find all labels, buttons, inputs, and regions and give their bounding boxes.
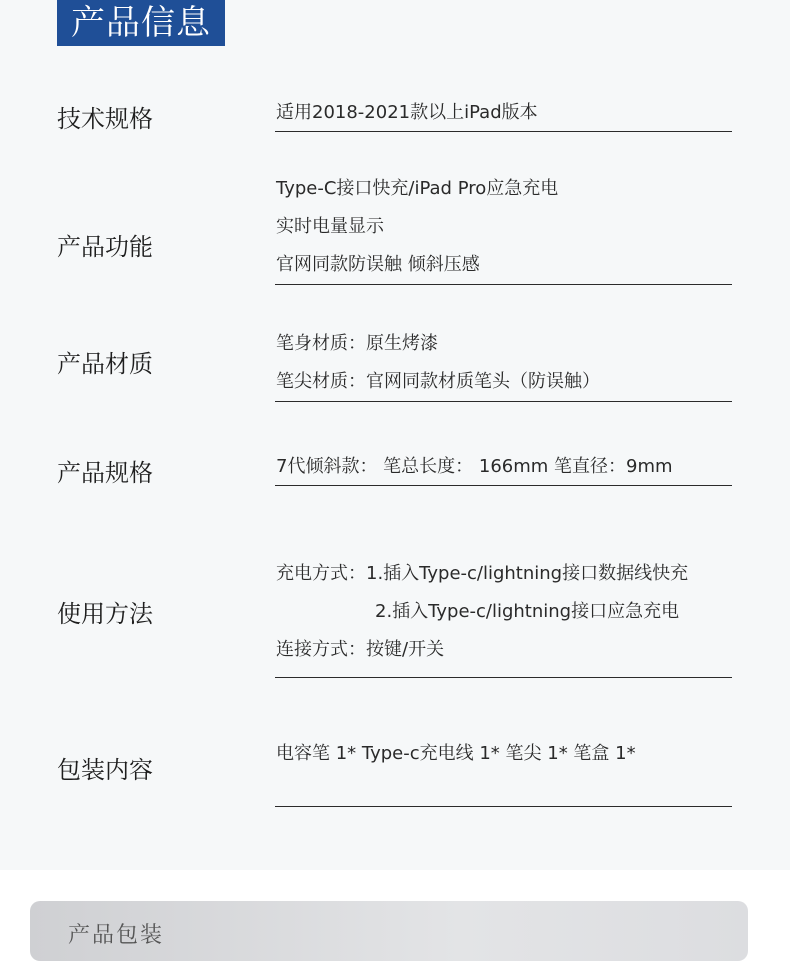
row-label-material: 产品材质 [57, 350, 153, 378]
divider-package [275, 806, 732, 807]
features-line-2: 实时电量显示 [276, 216, 384, 237]
usage-line-2: 2.插入Type-c/lightning接口应急充电 [375, 601, 680, 622]
divider-size [275, 485, 732, 486]
packaging-section-card [30, 901, 748, 961]
row-label-features: 产品功能 [57, 233, 153, 261]
material-line-2: 笔尖材质：官网同款材质笔头（防误触） [276, 371, 600, 392]
spec-line-1: 适用2018-2021款以上iPad版本 [276, 102, 538, 123]
material-line-1: 笔身材质：原生烤漆 [276, 333, 438, 354]
package-line-1: 电容笔 1* Type-c充电线 1* 笔尖 1* 笔盒 1* [276, 743, 636, 764]
row-label-package: 包装内容 [57, 756, 153, 784]
features-line-3: 官网同款防误触 倾斜压感 [276, 254, 480, 275]
divider-material [275, 401, 732, 402]
usage-line-3: 连接方式：按键/开关 [276, 639, 445, 660]
row-label-size: 产品规格 [57, 459, 153, 487]
divider-usage [275, 677, 732, 678]
divider-spec [275, 131, 732, 132]
size-line-1: 7代倾斜款： 笔总长度： 166mm 笔直径：9mm [276, 456, 673, 477]
divider-features [275, 284, 732, 285]
row-label-spec: 技术规格 [57, 105, 153, 133]
section-title-badge: 产品信息 [57, 0, 225, 46]
usage-line-1: 充电方式：1.插入Type-c/lightning接口数据线快充 [276, 563, 689, 584]
features-line-1: Type-C接口快充/iPad Pro应急充电 [276, 178, 559, 199]
row-label-usage: 使用方法 [57, 600, 153, 628]
packaging-section-title: 产品包装 [68, 923, 165, 948]
